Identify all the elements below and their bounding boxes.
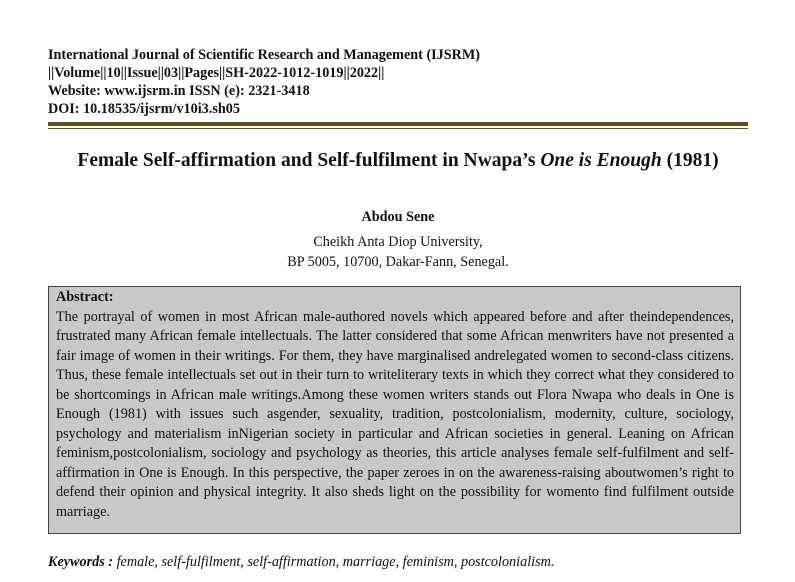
abstract-text: The portrayal of women in most African male-authored novels which appeared before and after theindependences, frustrated many African female intellectuals. The latter considered that some African menwriters have not presented a fair image of women in their writings. For them, they have marginalised andrelegated women to second-class citizens. Thus, these female intellectuals set out in their turn to writeliterary texts in which they correct what they considered to be shortcomings in African male writings.Among these women writers stands out Flora Nwapa who deals in One is Enough (1981) with issues such asgender, sexuality, tradition, postcolonialism, modernity, culture, sociology, psychology and materialism inNigerian society in particular and African societies in general. Leaning on African feminism,postcolonialism, sociology and psychology as theories, this article analyses female self-fulfilment and self-affirmation in One is Enough. In this perspective, the paper zeroes in on the awareness-raising aboutwomen’s right to defend their opinion and physical integrity. It also sheds light on the possibility for womento find fulfilment outside marriage. [56, 308, 734, 520]
journal-name: International Journal of Scientific Research and Management (IJSRM) [48, 47, 481, 63]
author-name: Abdou Sene [361, 209, 435, 225]
affiliation-line1: Cheikh Anta Diop University, [313, 234, 483, 250]
header-rule-thin [48, 128, 748, 129]
journal-header [48, 46, 748, 118]
keywords-label: Keywords : [48, 554, 114, 570]
website-info: Website: www.ijsrm.in ISSN (e): 2321-3418 [48, 83, 310, 99]
abstract-box [48, 286, 741, 534]
volume-info: ||Volume||10||Issue||03||Pages||SH-2022-1012-1019||2022|| [48, 65, 385, 81]
affiliation-line2: BP 5005, 10700, Dakar-Fann, Senegal. [287, 254, 509, 270]
paper-title [48, 148, 748, 174]
affiliation [48, 232, 748, 272]
abstract-label: Abstract: [56, 289, 114, 305]
keywords-list: female, self-fulfilment, self-affirmation, marriage, feminism, postcolonialism. [113, 554, 555, 570]
doi-info: DOI: 10.18535/ijsrm/v10i3.sh05 [48, 101, 240, 117]
title-part1: Female Self-affirmation and Self-fulfilment in Nwapa’s [77, 150, 541, 171]
keywords [48, 554, 748, 571]
header-rule-thick [48, 122, 748, 126]
title-italic: One is Enough [540, 150, 662, 171]
title-part2: (1981) [661, 150, 719, 171]
